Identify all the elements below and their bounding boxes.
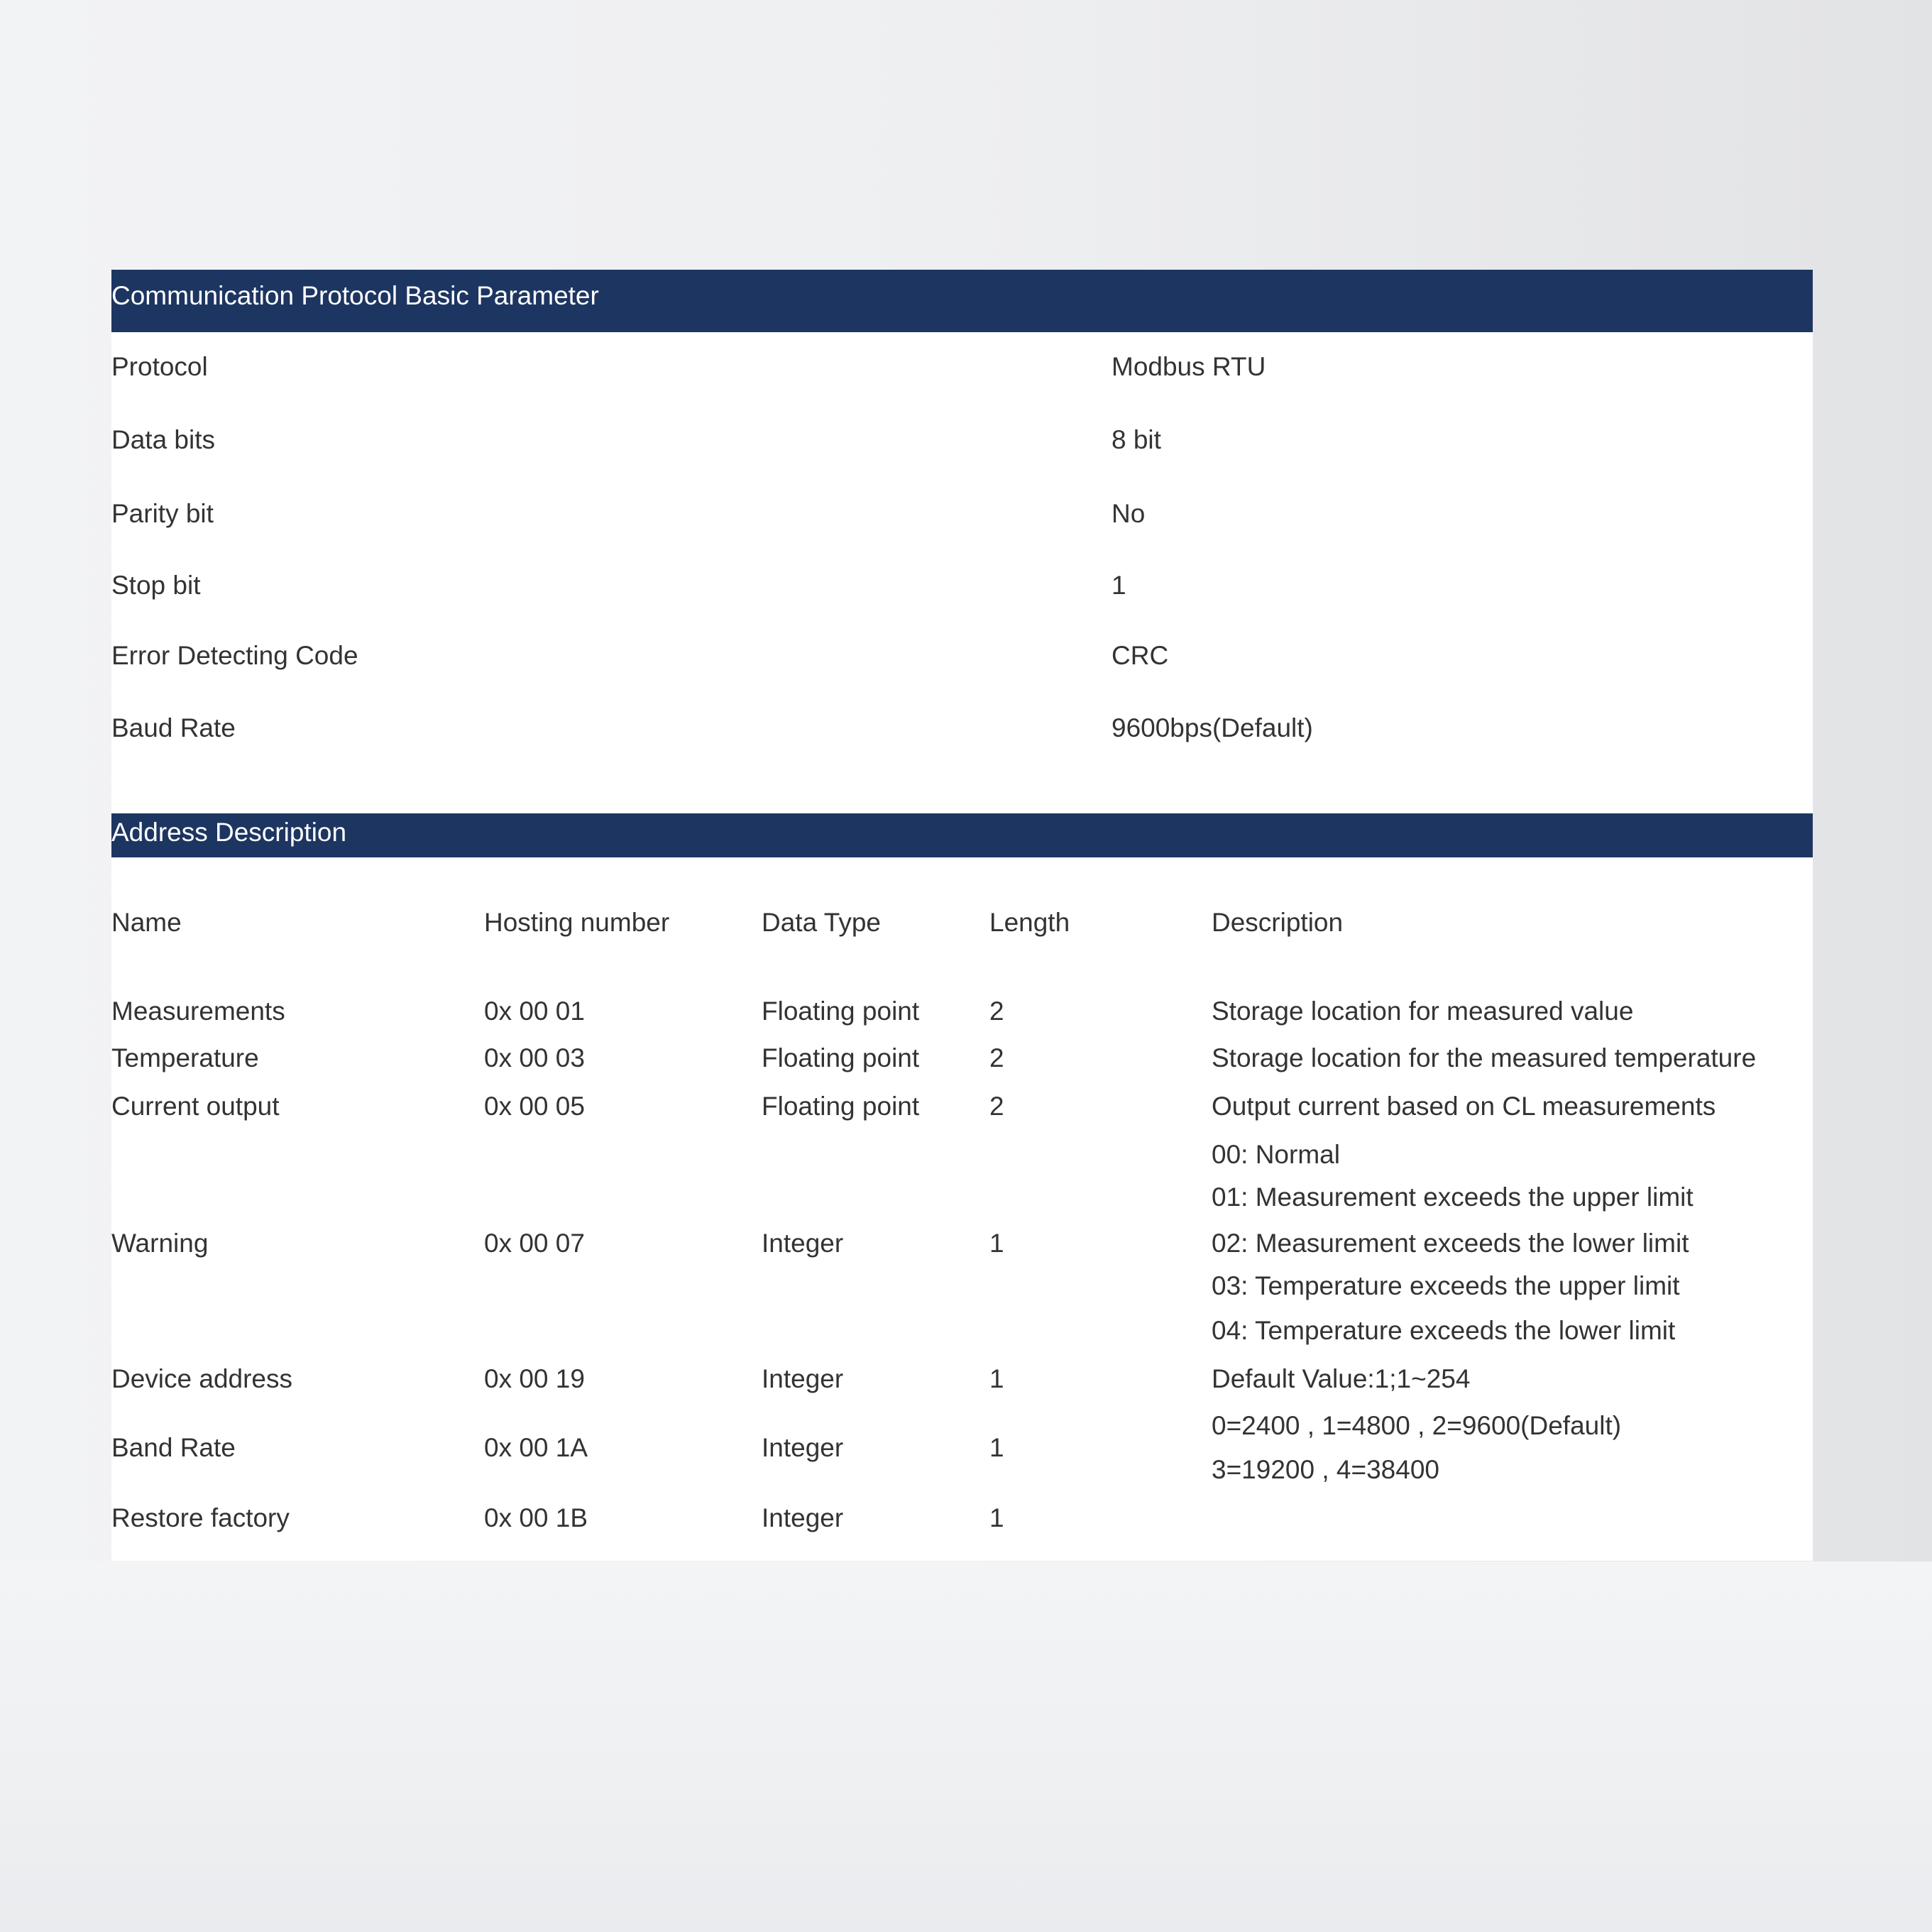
cell-hosting-number: 0x 00 1A (484, 1433, 588, 1462)
cell-description-line: 01: Measurement exceeds the upper limit (1212, 1182, 1694, 1212)
cell-hosting-number: 0x 00 1B (484, 1503, 588, 1532)
cell-length: 2 (989, 997, 1004, 1026)
section-title: Address Description (111, 818, 347, 847)
cell-description-line: 03: Temperature exceeds the upper limit (1212, 1271, 1680, 1300)
cell-description: Storage location for measured value (1212, 997, 1634, 1026)
param-value: Modbus RTU (1112, 352, 1266, 381)
cell-description: Output current based on CL measurements (1212, 1092, 1716, 1121)
param-value: 8 bit (1112, 425, 1161, 454)
cell-name: Temperature (111, 1043, 259, 1072)
param-label: Baud Rate (111, 713, 236, 742)
cell-data-type: Floating point (762, 1043, 920, 1072)
param-value: No (1112, 499, 1146, 528)
section-header-address-description (111, 813, 1813, 857)
cell-description: Storage location for the measured temperature (1212, 1043, 1757, 1072)
cell-length: 2 (989, 1092, 1004, 1121)
column-header-description: Description (1212, 908, 1344, 937)
param-value: 1 (1112, 571, 1126, 600)
section-header-basic-parameter (111, 270, 1813, 332)
column-header-data-type: Data Type (762, 908, 881, 937)
cell-length: 1 (989, 1229, 1004, 1258)
cell-description-line: 00: Normal (1212, 1140, 1340, 1169)
cell-data-type: Integer (762, 1503, 844, 1532)
param-label: Stop bit (111, 571, 201, 600)
cell-name: Current output (111, 1092, 280, 1121)
cell-data-type: Floating point (762, 1092, 920, 1121)
column-header-hosting-number: Hosting number (484, 908, 670, 937)
cell-data-type: Floating point (762, 997, 920, 1026)
cell-description-line: 04: Temperature exceeds the lower limit (1212, 1316, 1676, 1345)
spec-panel (111, 270, 1813, 1561)
param-label: Protocol (111, 352, 208, 381)
param-label: Parity bit (111, 499, 214, 528)
cell-length: 2 (989, 1043, 1004, 1072)
cell-description-line: 02: Measurement exceeds the lower limit (1212, 1229, 1689, 1258)
cell-data-type: Integer (762, 1364, 844, 1393)
cell-hosting-number: 0x 00 07 (484, 1229, 585, 1258)
cell-hosting-number: 0x 00 05 (484, 1092, 585, 1121)
param-label: Data bits (111, 425, 216, 454)
cell-name: Measurements (111, 997, 285, 1026)
cell-description: Default Value:1;1~254 (1212, 1364, 1471, 1393)
cell-data-type: Integer (762, 1433, 844, 1462)
background-lower (0, 1561, 1932, 1932)
param-value: CRC (1112, 641, 1169, 670)
cell-hosting-number: 0x 00 03 (484, 1043, 585, 1072)
cell-description-line: 0=2400 , 1=4800 , 2=9600(Default) (1212, 1411, 1622, 1440)
cell-length: 1 (989, 1433, 1004, 1462)
cell-name: Band Rate (111, 1433, 236, 1462)
cell-hosting-number: 0x 00 01 (484, 997, 585, 1026)
param-value: 9600bps(Default) (1112, 713, 1313, 742)
cell-name: Device address (111, 1364, 293, 1393)
column-header-length: Length (989, 908, 1070, 937)
cell-hosting-number: 0x 00 19 (484, 1364, 585, 1393)
cell-data-type: Integer (762, 1229, 844, 1258)
section-title: Communication Protocol Basic Parameter (111, 281, 599, 310)
column-header-name: Name (111, 908, 182, 937)
cell-length: 1 (989, 1364, 1004, 1393)
cell-length: 1 (989, 1503, 1004, 1532)
param-label: Error Detecting Code (111, 641, 358, 670)
cell-description-line: 3=19200 , 4=38400 (1212, 1455, 1439, 1484)
cell-name: Restore factory (111, 1503, 290, 1532)
cell-name: Warning (111, 1229, 209, 1258)
